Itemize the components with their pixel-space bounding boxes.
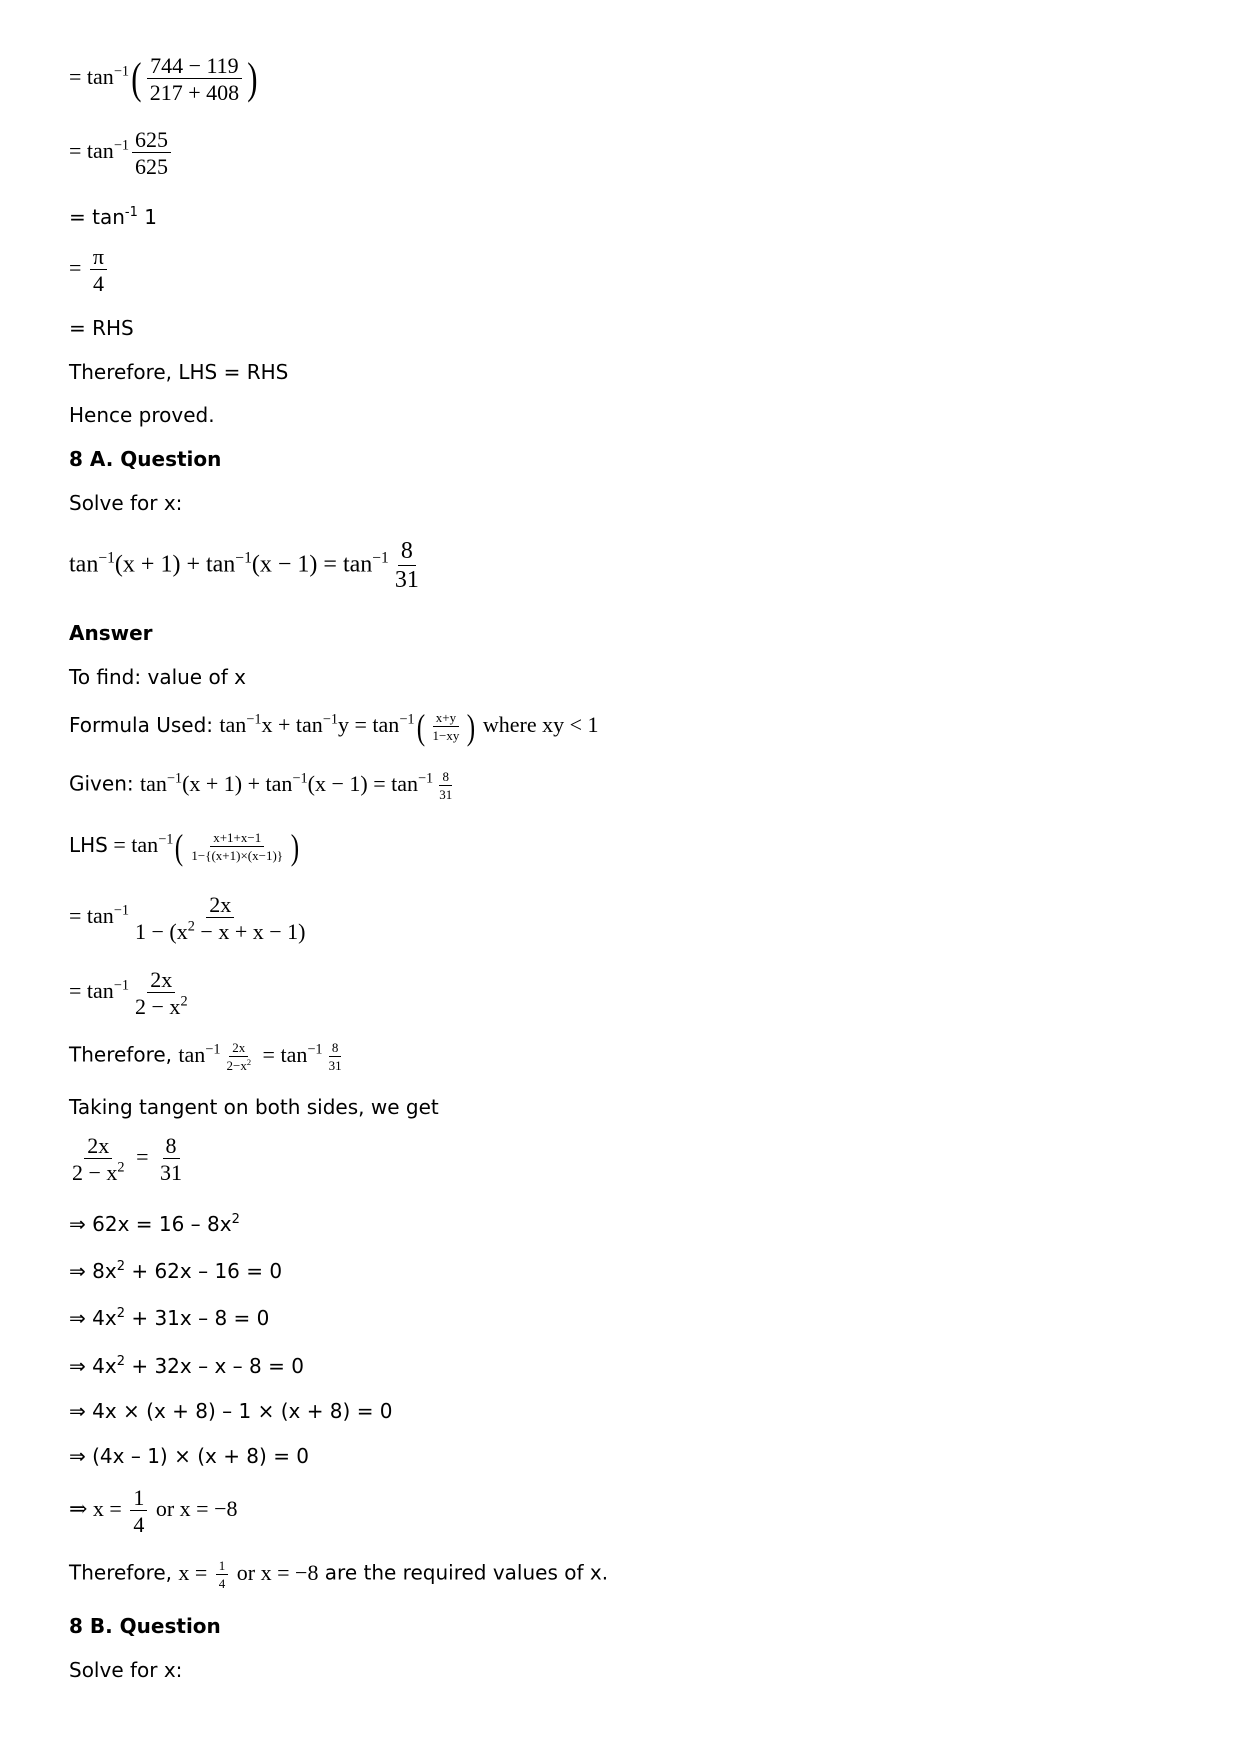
question-heading: 8 A. Question (69, 447, 222, 471)
text: 2 − x (72, 1160, 118, 1186)
numerator: 2x (84, 1134, 112, 1159)
text-line: Hence proved. (69, 403, 215, 427)
superscript: −1 (113, 137, 130, 154)
fraction (223, 1041, 254, 1072)
text: 1 − (x (135, 919, 188, 945)
superscript: −1 (292, 770, 308, 787)
fraction (188, 831, 286, 862)
text: − x + x − 1) (194, 919, 306, 945)
denominator: 31 (160, 1160, 182, 1186)
text: tan (139, 770, 167, 796)
text: (x − 1) = tan (251, 551, 373, 578)
label: Given: (69, 771, 140, 796)
text: + 32x – x – 8 = 0 (124, 1354, 304, 1378)
superscript: 2 (246, 1056, 252, 1067)
numerator: 1 (130, 1486, 147, 1511)
fraction (90, 245, 107, 295)
text-line: To find: value of x (69, 665, 246, 689)
text-line: Therefore, LHS = RHS (69, 360, 289, 384)
equation-line (69, 128, 174, 178)
equals-sign: = (69, 64, 82, 90)
text: = tan (69, 903, 114, 929)
text: (x − 1) = tan (307, 770, 418, 796)
denominator (69, 1159, 128, 1184)
text: x = (178, 1559, 213, 1585)
equals-sign: = (69, 138, 82, 164)
superscript: −1 (372, 549, 389, 567)
text: = tan (257, 1041, 308, 1067)
text: ⇒ x = (69, 1496, 128, 1522)
function-name: tan (86, 64, 114, 90)
fraction (436, 770, 455, 801)
superscript: −1 (166, 770, 183, 787)
numerator: x+1+x−1 (210, 831, 264, 847)
superscript: −1 (113, 977, 130, 994)
superscript: −1 (113, 902, 130, 919)
numerator: 1 (216, 1559, 229, 1575)
text: or x = −8 (231, 1559, 319, 1585)
numerator: 2x (229, 1041, 248, 1057)
denominator (223, 1057, 254, 1073)
denominator: 4 (133, 1512, 145, 1538)
text-line: Solve for x: (69, 491, 183, 515)
step-line: ⇒ 4x × (x + 8) – 1 × (x + 8) = 0 (69, 1399, 393, 1423)
numerator: 8 (329, 1041, 342, 1057)
therefore-line (69, 1041, 348, 1072)
denominator: 625 (135, 154, 169, 180)
equation-line: = $\tan^{-1}$( $\frac{744 - 119}{217 + 408}$ ) (69, 53, 258, 106)
fraction (392, 539, 422, 593)
label: LHS (69, 833, 108, 858)
denominator (132, 993, 191, 1018)
superscript: 2 (117, 1159, 125, 1176)
text: = tan (107, 832, 159, 858)
fraction (147, 54, 242, 104)
text: x + tan (261, 712, 323, 738)
formula-line: Formula Used: $\tan^{-1}x + \tan^{-1}y = \tan^{-1}$( $\frac{x+y}{1-xy}$ ) where xy < 1 (69, 707, 599, 747)
numerator: 8 (439, 770, 452, 786)
numerator: 8 (163, 1134, 180, 1159)
text: ⇒ 4x (69, 1306, 117, 1330)
superscript: 2 (116, 1259, 125, 1275)
fraction (130, 1486, 147, 1536)
fraction (326, 1041, 345, 1072)
superscript: −1 (98, 549, 115, 567)
fraction (69, 1134, 128, 1184)
numerator: 744 − 119 (147, 54, 242, 79)
superscript: 2 (180, 993, 188, 1010)
denominator (132, 918, 308, 943)
denominator: 4 (218, 1575, 226, 1591)
equation-line (69, 1134, 188, 1184)
text: (x + 1) + tan (114, 551, 236, 578)
lhs-line: LHS = $\tan^{-1}$( $\frac{x+1+x-1}{1-\{(x+1)\times(x-1)\}}$ ) (69, 827, 300, 867)
superscript: −1 (417, 770, 434, 787)
superscript: 2 (187, 918, 195, 935)
superscript: 2 (116, 1306, 125, 1322)
superscript: 2 (116, 1354, 125, 1370)
superscript: −1 (322, 711, 339, 728)
superscript: −1 (158, 831, 174, 848)
numerator: 2x (206, 893, 234, 918)
fraction (157, 1134, 185, 1184)
text: ⇒ 8x (69, 1259, 117, 1283)
text: + 31x – 8 = 0 (124, 1306, 270, 1330)
step-line: ⇒ (4x – 1) × (x + 8) = 0 (69, 1444, 310, 1468)
equation-line (69, 968, 194, 1018)
text: tan (178, 1041, 206, 1067)
step-line (69, 1211, 240, 1237)
text: = (130, 1144, 154, 1170)
superscript: −1 (307, 1041, 323, 1058)
text: = tan (69, 978, 114, 1004)
text-line: Solve for x: (69, 1658, 183, 1682)
question-heading: 8 B. Question (69, 1614, 221, 1638)
text: where xy < 1 (477, 712, 599, 738)
superscript: −1 (399, 711, 415, 728)
equals-sign: = (69, 255, 82, 281)
superscript: -1 (124, 205, 138, 221)
text: + 62x – 16 = 0 (124, 1259, 283, 1283)
fraction (132, 893, 308, 943)
equation-line (69, 893, 311, 943)
superscript: −1 (235, 549, 252, 567)
text: ⇒ 62x = 16 – 8x (69, 1212, 232, 1236)
step-line (69, 1258, 282, 1284)
superscript: −1 (113, 63, 130, 80)
text-line: Taking tangent on both sides, we get (69, 1095, 439, 1119)
text: are the required values of x. (318, 1560, 609, 1585)
step-line (69, 1305, 269, 1331)
fraction (430, 711, 463, 742)
denominator: 1−{(x+1)×(x−1)} (191, 848, 284, 863)
denominator: 31 (394, 567, 419, 594)
text: = tan (69, 205, 125, 229)
fraction (132, 968, 191, 1018)
text: y = tan (338, 712, 400, 738)
text: 2 − x (135, 994, 181, 1020)
text: tan (69, 551, 99, 578)
text: (x + 1) + tan (182, 770, 293, 796)
label: Formula Used: (69, 713, 220, 738)
function-name: tan (86, 138, 114, 164)
label: Therefore, (69, 1042, 179, 1067)
numerator: π (90, 245, 107, 270)
text-line: = RHS (69, 316, 134, 340)
equation-line (69, 539, 425, 593)
text: ⇒ 4x (69, 1354, 117, 1378)
fraction (216, 1559, 229, 1590)
denominator: 217 + 408 (149, 80, 240, 106)
fraction (132, 128, 171, 178)
text: 2−x (226, 1057, 247, 1073)
given-line (69, 770, 458, 801)
denominator: 31 (439, 786, 453, 802)
step-line (69, 1353, 304, 1379)
denominator: 31 (328, 1057, 342, 1073)
numerator: 625 (132, 128, 171, 153)
label: Therefore, (69, 1560, 179, 1585)
denominator: 4 (92, 271, 104, 297)
numerator: x+y (433, 711, 459, 727)
denominator: 1−xy (432, 728, 460, 743)
solution-line (69, 1486, 237, 1536)
text: or x = −8 (150, 1496, 238, 1522)
superscript: −1 (246, 711, 262, 728)
numerator: 2x (147, 968, 175, 993)
text: tan (219, 712, 247, 738)
text: 1 (137, 205, 157, 229)
equation-line (69, 245, 110, 295)
superscript: −1 (205, 1041, 221, 1058)
equation-line (69, 204, 157, 230)
superscript: 2 (231, 1212, 240, 1228)
numerator: 8 (398, 539, 416, 566)
conclusion-line (69, 1559, 608, 1590)
answer-heading: Answer (69, 621, 153, 645)
